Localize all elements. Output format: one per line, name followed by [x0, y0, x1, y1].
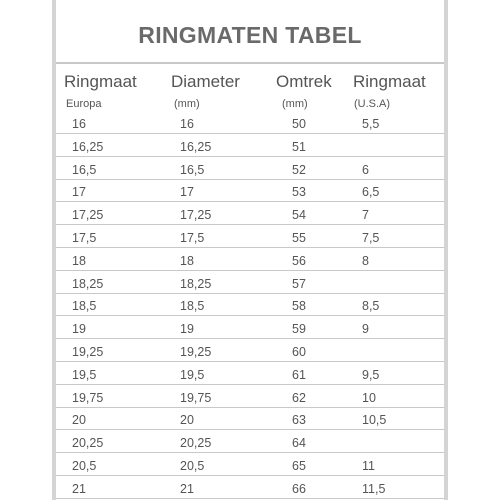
cell-europa: 18,25 [72, 276, 104, 291]
table-title: RINGMATEN TABEL [138, 22, 362, 48]
cell-omtrek: 51 [292, 139, 306, 154]
cell-europa: 20,25 [72, 436, 104, 451]
row-divider [56, 498, 444, 499]
header-omtrek: Omtrek [276, 72, 332, 91]
table-row [56, 135, 444, 157]
cell-usa: 11,5 [362, 481, 386, 496]
cell-europa: 18,5 [72, 299, 97, 314]
table-row [56, 340, 444, 362]
cell-omtrek: 53 [292, 185, 306, 200]
cell-europa: 20,5 [72, 459, 97, 473]
cell-diameter: 20,25 [180, 436, 212, 451]
cell-europa: 16,25 [72, 139, 104, 154]
table-row [56, 386, 444, 408]
cell-usa: 10,5 [362, 413, 387, 428]
cell-omtrek: 60 [292, 345, 306, 359]
cell-diameter: 17 [180, 185, 194, 200]
cell-omtrek: 66 [292, 481, 306, 496]
table-row [56, 272, 444, 294]
table-row [56, 203, 444, 225]
cell-omtrek: 58 [292, 299, 306, 314]
table-row [56, 408, 444, 430]
cell-usa: 9 [362, 322, 369, 337]
cell-omtrek: 56 [292, 253, 306, 268]
table-row [56, 226, 444, 248]
cell-europa: 18 [72, 253, 86, 268]
cell-europa: 19,5 [72, 367, 97, 382]
cell-omtrek: 61 [292, 367, 306, 382]
table-row [56, 454, 444, 476]
cell-omtrek: 65 [292, 459, 306, 473]
cell-diameter: 18,5 [180, 299, 205, 314]
cell-usa: 7,5 [362, 231, 380, 245]
cell-diameter: 18 [180, 253, 194, 268]
subheader-diameter-unit: (mm) [174, 98, 200, 110]
table-row [56, 112, 444, 134]
cell-usa: 10 [362, 390, 376, 405]
subheader-omtrek-unit: (mm) [282, 98, 308, 110]
cell-europa: 17,25 [72, 208, 104, 223]
cell-omtrek: 55 [292, 231, 306, 245]
cell-omtrek: 63 [292, 413, 306, 428]
cell-europa: 21 [72, 481, 86, 496]
cell-omtrek: 62 [292, 390, 306, 405]
table-row [56, 294, 444, 316]
cell-usa: 11 [362, 459, 375, 473]
cell-usa: 9,5 [362, 367, 380, 382]
cell-omtrek: 54 [292, 208, 306, 223]
header-diameter: Diameter [171, 72, 240, 91]
cell-europa: 17,5 [72, 231, 97, 245]
cell-diameter: 16,5 [180, 162, 205, 177]
table-row [56, 431, 444, 453]
table-row [56, 180, 444, 202]
cell-europa: 19,75 [72, 390, 104, 405]
header-ringmaat-usa: Ringmaat [353, 72, 426, 91]
table-row [56, 158, 444, 180]
cell-diameter: 17,5 [180, 231, 205, 245]
cell-usa: 5,5 [362, 117, 380, 131]
cell-omtrek: 59 [292, 322, 306, 337]
subheader-usa: (U.S.A) [354, 98, 391, 110]
cell-diameter: 18,25 [180, 276, 212, 291]
table-row [56, 249, 444, 271]
cell-omtrek: 64 [292, 436, 306, 451]
title-divider [56, 62, 444, 64]
cell-europa: 20 [72, 413, 86, 428]
cell-usa: 8,5 [362, 299, 380, 314]
table-row [56, 363, 444, 385]
cell-usa: 6 [362, 162, 369, 177]
cell-europa: 17 [72, 185, 86, 200]
cell-diameter: 17,25 [180, 208, 212, 223]
ring-size-table [52, 0, 448, 500]
cell-diameter: 20 [180, 413, 194, 428]
cell-diameter: 21 [180, 481, 194, 496]
cell-diameter: 20,5 [180, 459, 205, 473]
cell-usa: 8 [362, 253, 369, 268]
cell-europa: 16,5 [72, 162, 97, 177]
cell-diameter: 19,25 [180, 345, 212, 359]
cell-diameter: 19,5 [180, 367, 205, 382]
cell-diameter: 19,75 [180, 390, 212, 405]
cell-europa: 19,25 [72, 345, 104, 359]
table-row [56, 477, 444, 499]
cell-diameter: 16,25 [180, 139, 212, 154]
cell-omtrek: 57 [292, 276, 306, 291]
cell-europa: 16 [72, 117, 86, 131]
cell-usa: 7 [362, 208, 369, 223]
cell-diameter: 19 [180, 322, 194, 337]
cell-omtrek: 52 [292, 162, 306, 177]
cell-europa: 19 [72, 322, 86, 337]
cell-usa: 6,5 [362, 185, 380, 200]
header-ringmaat-europa: Ringmaat [64, 72, 137, 91]
table-row [56, 317, 444, 339]
cell-diameter: 16 [180, 117, 194, 131]
subheader-europa: Europa [66, 98, 102, 110]
cell-omtrek: 50 [292, 117, 306, 131]
